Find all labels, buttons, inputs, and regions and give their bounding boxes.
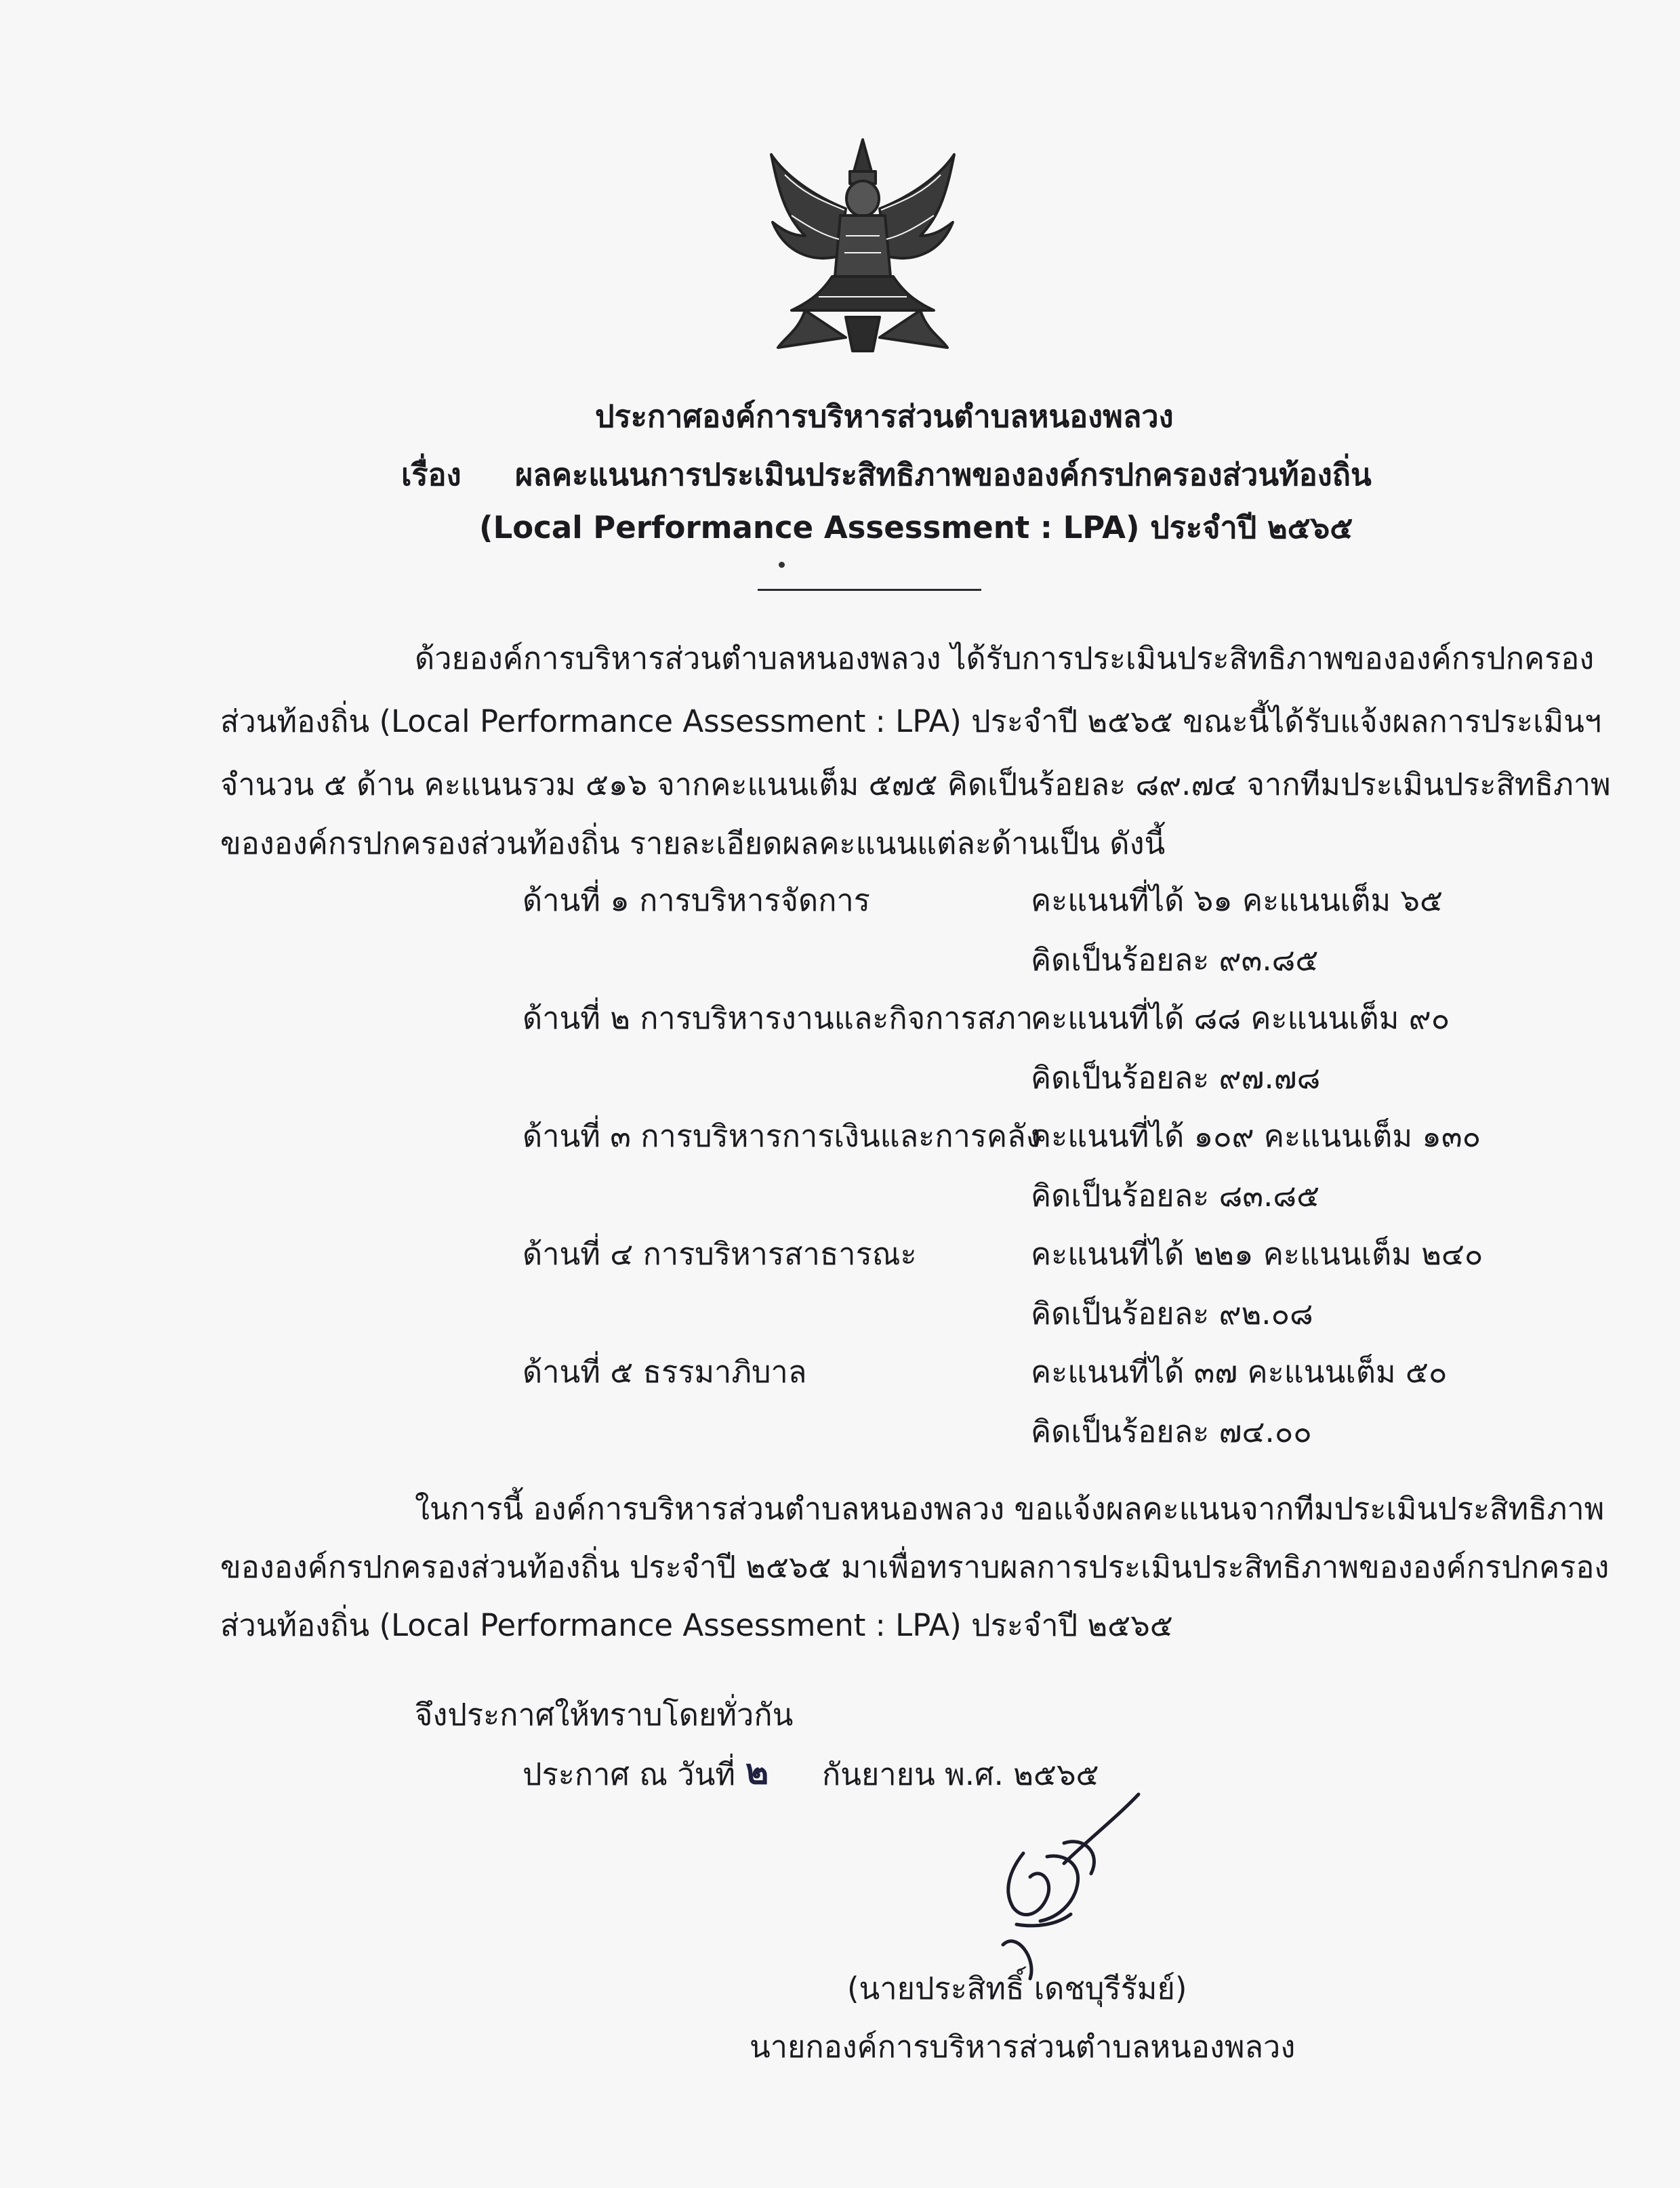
- intro-line-2: ส่วนท้องถิ่น (Local Performance Assessment : LPA) ประจำปี ๒๕๖๕ ขณะนี้ได้รับแจ้งผลการประเมินฯ: [220, 703, 1602, 739]
- intro-line-1: ด้วยองค์การบริหารส่วนตำบลหนองพลวง ได้รับการประเมินประสิทธิภาพขององค์กรปกครอง: [415, 640, 1595, 676]
- aspect-3-score: คะแนนที่ได้ ๑๐๙ คะแนนเต็ม ๑๓๐: [1031, 1118, 1481, 1154]
- aspect-4-percent: คิดเป็นร้อยละ ๙๒.๐๘: [1031, 1296, 1313, 1332]
- intro-line-4: ขององค์กรปกครองส่วนท้องถิ่น รายละเอียดผลคะแนนแต่ละด้านเป็น ดังนี้: [220, 825, 1166, 861]
- date-prefix: ประกาศ ณ วันที่: [523, 1756, 736, 1792]
- signer-name: (นายประสิทธิ์ เดชบุรีรัมย์): [847, 1970, 1187, 2006]
- date-day: ๒: [745, 1752, 769, 1792]
- aspect-3-label: ด้านที่ ๓ การบริหารการเงินและการคลัง: [523, 1118, 1041, 1154]
- aspect-5-label: ด้านที่ ๕ ธรรมาภิบาล: [523, 1354, 807, 1390]
- aspect-1-percent: คิดเป็นร้อยละ ๙๓.๘๕: [1031, 942, 1319, 978]
- subject-text-line2: (Local Performance Assessment : LPA) ประจำปี ๒๕๖๕: [479, 510, 1353, 545]
- closing-line-3: ส่วนท้องถิ่น (Local Performance Assessment : LPA) ประจำปี ๒๕๖๕: [220, 1607, 1173, 1643]
- intro-line-3: จำนวน ๕ ด้าน คะแนนรวม ๕๑๖ จากคะแนนเต็ม ๕๗๕ คิดเป็นร้อยละ ๘๙.๗๔ จากทีมประเมินประสิทธิภาพ: [220, 766, 1611, 802]
- aspect-1-score: คะแนนที่ได้ ๖๑ คะแนนเต็ม ๖๕: [1031, 882, 1443, 918]
- subject-label: เรื่อง: [401, 457, 462, 493]
- closing-line-1: ในการนี้ องค์การบริหารส่วนตำบลหนองพลวง ขอแจ้งผลคะแนนจากทีมประเมินประสิทธิภาพ: [415, 1491, 1605, 1527]
- aspect-2-score: คะแนนที่ได้ ๘๘ คะแนนเต็ม ๙๐: [1031, 1000, 1450, 1036]
- announce-line: จึงประกาศให้ทราบโดยทั่วกัน: [415, 1697, 794, 1733]
- aspect-3-percent: คิดเป็นร้อยละ ๘๓.๘๕: [1031, 1178, 1320, 1214]
- aspect-2-percent: คิดเป็นร้อยละ ๙๗.๗๘: [1031, 1060, 1321, 1096]
- aspect-1-label: ด้านที่ ๑ การบริหารจัดการ: [523, 882, 870, 918]
- announcement-title: ประกาศองค์การบริหารส่วนตำบลหนองพลวง: [595, 398, 1174, 434]
- aspect-4-label: ด้านที่ ๔ การบริหารสาธารณะ: [523, 1236, 917, 1272]
- date-rest: กันยายน พ.ศ. ๒๕๖๕: [822, 1756, 1099, 1792]
- aspect-5-percent: คิดเป็นร้อยละ ๗๔.๐๐: [1031, 1413, 1312, 1449]
- decor-dot: [779, 562, 785, 568]
- title-divider: [758, 589, 981, 591]
- aspect-4-score: คะแนนที่ได้ ๒๒๑ คะแนนเต็ม ๒๔๐: [1031, 1236, 1483, 1272]
- aspect-2-label: ด้านที่ ๒ การบริหารงานและกิจการสภา: [523, 1000, 1033, 1036]
- closing-line-2: ขององค์กรปกครองส่วนท้องถิ่น ประจำปี ๒๕๖๕ มาเพื่อทราบผลการประเมินประสิทธิภาพขององค์กรปกครอง: [220, 1549, 1610, 1585]
- garuda-emblem-icon: [764, 134, 961, 354]
- aspect-5-score: คะแนนที่ได้ ๓๗ คะแนนเต็ม ๕๐: [1031, 1354, 1448, 1390]
- subject-text: ผลคะแนนการประเมินประสิทธิภาพขององค์กรปกครองส่วนท้องถิ่น: [515, 457, 1372, 493]
- signer-title: นายกองค์การบริหารส่วนตำบลหนองพลวง: [750, 2029, 1296, 2065]
- signature-icon: [976, 1789, 1152, 1985]
